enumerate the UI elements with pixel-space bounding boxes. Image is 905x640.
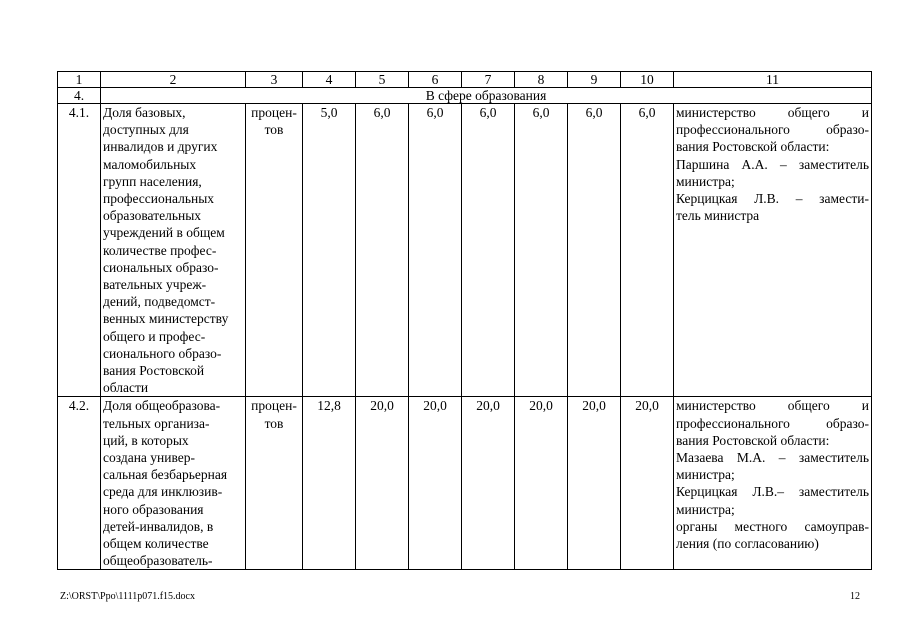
text-line: ления (по согласованию) [676,536,819,552]
text-line: ций, в которых [103,432,189,448]
value-cell: 20,0 [356,397,409,570]
header-cell: 3 [246,72,303,88]
text-line: Доля общеобразова- [103,398,221,414]
value-cell: 6,0 [621,104,674,397]
text-line: общем количестве [103,536,209,552]
header-cell: 6 [409,72,462,88]
text-line: общеобразователь- [103,553,213,569]
unit-cell [246,397,303,570]
responsible-cell [674,104,872,397]
text-line: министра; [676,467,735,483]
header-row [58,72,872,88]
text-line: венных министерству [103,311,229,327]
header-cell: 9 [568,72,621,88]
text-line: вания Ростовской [103,363,205,379]
value-cell: 6,0 [356,104,409,397]
header-cell: 1 [58,72,101,88]
text-line: тельных организа- [103,415,210,431]
text-line: тель министра [676,208,760,224]
text-line: вательных учреж- [103,277,207,293]
text-line: процен- [251,105,297,120]
text-line: групп населения, [103,173,202,189]
text-line: детей-инвалидов, в [103,518,214,534]
indicator-cell [101,104,246,397]
value-cell: 6,0 [462,104,515,397]
text-line: дений, подведомст- [103,294,216,310]
text-line: органы местного самоуправ- [676,518,869,534]
text-line: создана универ- [103,450,196,466]
header-cell: 8 [515,72,568,88]
text-line: доступных для [103,122,189,138]
value-cell: 6,0 [409,104,462,397]
text-line: инвалидов и других [103,139,218,155]
text-line: учреждений в общем [103,225,225,241]
indicator-cell [101,397,246,570]
table-row [58,104,872,397]
page-number: 12 [850,591,860,602]
text-line: профессионального образо- [676,122,869,138]
text-line: ного образования [103,501,204,517]
value-cell: 20,0 [462,397,515,570]
text-line: маломобильных [103,156,197,172]
text-line: вания Ростовской области: [676,139,830,155]
text-line: министра; [676,501,735,517]
table-row [58,397,872,570]
text-line: профессиональных [103,191,215,207]
text-line: сионального образо- [103,345,222,361]
header-cell: 7 [462,72,515,88]
text-line: количестве профес- [103,242,217,258]
text-line: министерство общего и [676,398,869,414]
header-cell: 2 [101,72,246,88]
text-line: профессионального образо- [676,415,869,431]
header-cell: 10 [621,72,674,88]
header-cell: 11 [674,72,872,88]
value-cell: 6,0 [568,104,621,397]
responsible-cell [674,397,872,570]
text-line: вания Ростовской области: [676,432,830,448]
unit-cell [246,104,303,397]
text-line: области [103,380,149,396]
text-line: тов [264,122,284,138]
text-line: образовательных [103,208,202,224]
data-table [57,71,872,570]
text-line: министерство общего и [676,105,869,120]
section-title: В сфере образования [101,88,872,104]
text-line: сальная безбарьерная [103,467,228,483]
text-line: Керцицкая Л.В. – замести- [676,191,869,207]
row-number: 4.1. [58,104,101,397]
value-cell: 20,0 [409,397,462,570]
text-line: сиональных образо- [103,259,219,275]
text-line: министра; [676,173,735,189]
value-cell: 5,0 [303,104,356,397]
section-number: 4. [58,88,101,104]
text-line: тов [264,415,284,431]
text-line: Паршина А.А. – заместитель [676,156,869,172]
header-cell: 4 [303,72,356,88]
value-cell: 20,0 [621,397,674,570]
text-line: процен- [251,398,297,414]
file-path: Z:\ORST\Ppo\1111p071.f15.docx [60,591,195,602]
text-line: общего и профес- [103,328,206,344]
section-row [58,88,872,104]
value-cell: 20,0 [515,397,568,570]
value-cell: 12,8 [303,397,356,570]
row-number: 4.2. [58,397,101,570]
text-line: Керцицкая Л.В.– заместитель [676,484,869,500]
value-cell: 20,0 [568,397,621,570]
header-cell: 5 [356,72,409,88]
text-line: Мазаева М.А. – заместитель [676,450,869,466]
text-line: Доля базовых, [103,105,186,120]
text-line: среда для инклюзив- [103,484,223,500]
value-cell: 6,0 [515,104,568,397]
